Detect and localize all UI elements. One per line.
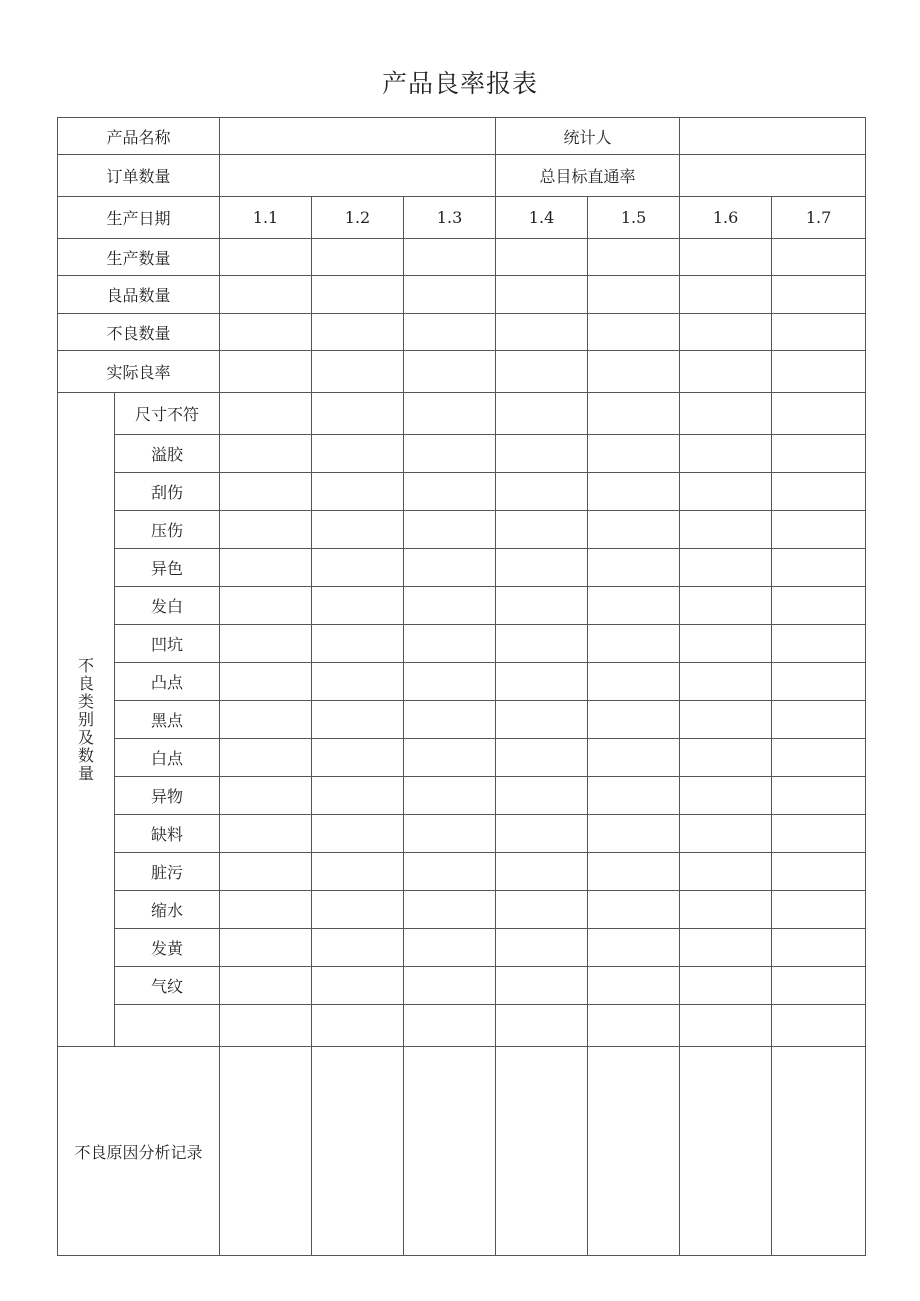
defect-count-cell[interactable] (404, 663, 496, 701)
analysis-note-cell[interactable] (496, 1047, 588, 1256)
defect-count-cell[interactable] (220, 587, 312, 625)
defect-count-cell[interactable] (680, 815, 772, 853)
defect-count-cell[interactable] (680, 967, 772, 1005)
metric-value-cell[interactable] (220, 276, 312, 314)
defect-count-cell[interactable] (588, 1005, 680, 1047)
metric-value-cell[interactable] (680, 351, 772, 393)
defect-row (58, 393, 866, 435)
defect-count-cell[interactable] (220, 929, 312, 967)
defect-count-cell[interactable] (588, 587, 680, 625)
metric-value-cell[interactable] (496, 239, 588, 276)
defect-count-cell[interactable] (772, 929, 866, 967)
defect-count-cell[interactable] (496, 663, 588, 701)
defect-count-cell[interactable] (312, 393, 404, 435)
defect-count-cell[interactable] (680, 853, 772, 891)
metric-value-cell[interactable] (220, 239, 312, 276)
defect-row (58, 739, 866, 777)
defect-count-cell[interactable] (680, 891, 772, 929)
defect-count-cell[interactable] (772, 967, 866, 1005)
date-cell: 1.4 (496, 197, 588, 239)
defect-count-cell[interactable] (680, 929, 772, 967)
page-title: 产品良率报表 (381, 69, 538, 98)
metric-label: 不良数量 (58, 314, 220, 351)
defect-count-cell[interactable] (312, 435, 404, 473)
defect-row (58, 587, 866, 625)
metric-value-cell[interactable] (680, 239, 772, 276)
defect-count-cell[interactable] (404, 967, 496, 1005)
statistician-field[interactable] (680, 118, 866, 155)
date-cell: 1.1 (220, 197, 312, 239)
defect-count-cell[interactable] (496, 967, 588, 1005)
defect-count-cell[interactable] (220, 625, 312, 663)
defect-count-cell[interactable] (772, 625, 866, 663)
metric-value-cell[interactable] (404, 351, 496, 393)
defect-row (58, 891, 866, 929)
defect-count-cell[interactable] (220, 701, 312, 739)
metric-value-cell[interactable] (496, 351, 588, 393)
defect-count-cell[interactable] (588, 663, 680, 701)
defect-count-cell[interactable] (312, 1005, 404, 1047)
defect-count-cell[interactable] (312, 891, 404, 929)
defect-count-cell[interactable] (588, 625, 680, 663)
defect-group-text: 不良类别及数量 (77, 655, 94, 783)
defect-count-cell[interactable] (496, 1005, 588, 1047)
defect-count-cell[interactable] (588, 549, 680, 587)
defect-count-cell[interactable] (680, 587, 772, 625)
defect-row (58, 967, 866, 1005)
defect-count-cell[interactable] (312, 853, 404, 891)
defect-type-label: 脏污 (115, 853, 220, 891)
defect-count-cell[interactable] (680, 511, 772, 549)
defect-count-cell[interactable] (680, 435, 772, 473)
defect-count-cell[interactable] (772, 549, 866, 587)
metric-value-cell[interactable] (312, 314, 404, 351)
target-rate-label: 总目标直通率 (496, 155, 680, 197)
defect-count-cell[interactable] (588, 891, 680, 929)
defect-type-label: 异色 (115, 549, 220, 587)
order-qty-row (58, 155, 866, 197)
defect-count-cell[interactable] (496, 473, 588, 511)
defect-type-label: 凸点 (115, 663, 220, 701)
defect-count-cell[interactable] (404, 393, 496, 435)
defect-count-cell[interactable] (680, 473, 772, 511)
defect-group-label (58, 393, 115, 1047)
defect-count-cell[interactable] (680, 1005, 772, 1047)
defect-count-cell[interactable] (680, 777, 772, 815)
defect-type-label: 刮伤 (115, 473, 220, 511)
defect-type-label: 白点 (115, 739, 220, 777)
defect-type-label (115, 1005, 220, 1047)
defect-count-cell[interactable] (312, 739, 404, 777)
defect-count-cell[interactable] (404, 587, 496, 625)
defect-count-cell[interactable] (772, 891, 866, 929)
metric-value-cell[interactable] (588, 351, 680, 393)
defect-count-cell[interactable] (588, 967, 680, 1005)
defect-count-cell[interactable] (588, 701, 680, 739)
defect-count-cell[interactable] (404, 625, 496, 663)
defect-count-cell[interactable] (496, 393, 588, 435)
defect-count-cell[interactable] (680, 739, 772, 777)
defect-count-cell[interactable] (772, 587, 866, 625)
defect-count-cell[interactable] (496, 777, 588, 815)
order-qty-label: 订单数量 (58, 155, 220, 197)
defect-count-cell[interactable] (404, 929, 496, 967)
defect-count-cell[interactable] (772, 701, 866, 739)
defect-count-cell[interactable] (588, 473, 680, 511)
target-rate-field[interactable] (680, 155, 866, 197)
metric-value-cell[interactable] (588, 276, 680, 314)
defect-count-cell[interactable] (220, 663, 312, 701)
defect-row (58, 549, 866, 587)
defect-count-cell[interactable] (312, 815, 404, 853)
defect-count-cell[interactable] (312, 473, 404, 511)
metric-value-cell[interactable] (220, 351, 312, 393)
defect-row (58, 435, 866, 473)
defect-type-label: 溢胶 (115, 435, 220, 473)
analysis-note-cell[interactable] (680, 1047, 772, 1256)
product-name-field[interactable] (220, 118, 496, 155)
defect-count-cell[interactable] (220, 511, 312, 549)
date-cell: 1.7 (772, 197, 866, 239)
defect-type-label: 压伤 (115, 511, 220, 549)
defect-count-cell[interactable] (772, 473, 866, 511)
product-name-row (58, 118, 866, 155)
defect-count-cell[interactable] (772, 435, 866, 473)
yield-report-table (57, 117, 866, 1256)
defect-count-cell[interactable] (220, 739, 312, 777)
defect-count-cell[interactable] (496, 511, 588, 549)
defect-count-cell[interactable] (404, 549, 496, 587)
production-date-label: 生产日期 (58, 197, 220, 239)
defect-count-cell[interactable] (404, 511, 496, 549)
defect-count-cell[interactable] (404, 739, 496, 777)
metric-value-cell[interactable] (404, 314, 496, 351)
defect-count-cell[interactable] (772, 853, 866, 891)
defect-count-cell[interactable] (312, 549, 404, 587)
defect-type-label: 缺料 (115, 815, 220, 853)
defect-count-cell[interactable] (404, 815, 496, 853)
defect-count-cell[interactable] (220, 891, 312, 929)
defect-count-cell[interactable] (312, 929, 404, 967)
defect-count-cell[interactable] (220, 1005, 312, 1047)
defect-count-cell[interactable] (312, 967, 404, 1005)
analysis-note-cell[interactable] (312, 1047, 404, 1256)
defect-count-cell[interactable] (588, 929, 680, 967)
defect-count-cell[interactable] (220, 473, 312, 511)
analysis-label: 不良原因分析记录 (58, 1047, 220, 1256)
defect-count-cell[interactable] (220, 393, 312, 435)
defect-count-cell[interactable] (772, 777, 866, 815)
metric-row (58, 276, 866, 314)
metric-value-cell[interactable] (588, 239, 680, 276)
metric-value-cell[interactable] (496, 276, 588, 314)
defect-count-cell[interactable] (220, 815, 312, 853)
date-cell: 1.6 (680, 197, 772, 239)
defect-count-cell[interactable] (312, 511, 404, 549)
defect-row (58, 511, 866, 549)
defect-type-label: 黑点 (115, 701, 220, 739)
defect-count-cell[interactable] (404, 777, 496, 815)
defect-count-cell[interactable] (404, 853, 496, 891)
defect-count-cell[interactable] (496, 701, 588, 739)
defect-count-cell[interactable] (772, 511, 866, 549)
defect-count-cell[interactable] (404, 891, 496, 929)
defect-count-cell[interactable] (588, 815, 680, 853)
defect-row (58, 473, 866, 511)
defect-row (58, 701, 866, 739)
metric-row (58, 351, 866, 393)
defect-count-cell[interactable] (588, 393, 680, 435)
defect-count-cell[interactable] (680, 701, 772, 739)
defect-count-cell[interactable] (220, 435, 312, 473)
defect-row (58, 929, 866, 967)
metric-value-cell[interactable] (220, 314, 312, 351)
defect-count-cell[interactable] (496, 435, 588, 473)
defect-row (58, 625, 866, 663)
defect-count-cell[interactable] (220, 853, 312, 891)
defect-type-label: 气纹 (115, 967, 220, 1005)
metric-label: 实际良率 (58, 351, 220, 393)
defect-count-cell[interactable] (772, 393, 866, 435)
defect-count-cell[interactable] (220, 549, 312, 587)
metric-value-cell[interactable] (680, 276, 772, 314)
defect-count-cell[interactable] (772, 815, 866, 853)
defect-count-cell[interactable] (496, 739, 588, 777)
defect-type-label: 发白 (115, 587, 220, 625)
metric-value-cell[interactable] (680, 314, 772, 351)
defect-count-cell[interactable] (772, 663, 866, 701)
date-cell: 1.5 (588, 197, 680, 239)
defect-type-label: 异物 (115, 777, 220, 815)
metric-value-cell[interactable] (772, 351, 866, 393)
defect-count-cell[interactable] (588, 777, 680, 815)
date-cell: 1.2 (312, 197, 404, 239)
metric-value-cell[interactable] (772, 239, 866, 276)
defect-row (58, 815, 866, 853)
defect-count-cell[interactable] (772, 739, 866, 777)
metric-value-cell[interactable] (312, 276, 404, 314)
defect-count-cell[interactable] (404, 701, 496, 739)
defect-count-cell[interactable] (588, 511, 680, 549)
defect-row (58, 1005, 866, 1047)
metric-label: 良品数量 (58, 276, 220, 314)
defect-count-cell[interactable] (680, 549, 772, 587)
defect-type-label: 发黄 (115, 929, 220, 967)
production-date-row (58, 197, 866, 239)
defect-count-cell[interactable] (496, 625, 588, 663)
defect-count-cell[interactable] (680, 393, 772, 435)
defect-type-label: 尺寸不符 (115, 393, 220, 435)
metric-value-cell[interactable] (496, 314, 588, 351)
defect-count-cell[interactable] (772, 1005, 866, 1047)
metric-label: 生产数量 (58, 239, 220, 276)
defect-count-cell[interactable] (312, 587, 404, 625)
defect-count-cell[interactable] (312, 625, 404, 663)
defect-count-cell[interactable] (588, 853, 680, 891)
metric-row (58, 239, 866, 276)
analysis-note-cell[interactable] (772, 1047, 866, 1256)
defect-count-cell[interactable] (220, 777, 312, 815)
defect-count-cell[interactable] (588, 435, 680, 473)
defect-count-cell[interactable] (496, 929, 588, 967)
statistician-label: 统计人 (496, 118, 680, 155)
metric-value-cell[interactable] (588, 314, 680, 351)
metric-value-cell[interactable] (404, 276, 496, 314)
metric-value-cell[interactable] (404, 239, 496, 276)
date-cell: 1.3 (404, 197, 496, 239)
defect-count-cell[interactable] (496, 815, 588, 853)
analysis-note-cell[interactable] (588, 1047, 680, 1256)
defect-row (58, 777, 866, 815)
metric-value-cell[interactable] (312, 239, 404, 276)
defect-count-cell[interactable] (496, 549, 588, 587)
metric-value-cell[interactable] (312, 351, 404, 393)
defect-count-cell[interactable] (404, 473, 496, 511)
metric-row (58, 314, 866, 351)
defect-count-cell[interactable] (220, 967, 312, 1005)
metric-value-cell[interactable] (772, 276, 866, 314)
defect-row (58, 853, 866, 891)
defect-count-cell[interactable] (312, 777, 404, 815)
defect-row (58, 663, 866, 701)
order-qty-field[interactable] (220, 155, 496, 197)
defect-count-cell[interactable] (680, 625, 772, 663)
defect-type-label: 凹坑 (115, 625, 220, 663)
analysis-note-cell[interactable] (220, 1047, 312, 1256)
defect-count-cell[interactable] (312, 701, 404, 739)
defect-type-label: 缩水 (115, 891, 220, 929)
defect-count-cell[interactable] (312, 663, 404, 701)
defect-count-cell[interactable] (496, 587, 588, 625)
defect-count-cell[interactable] (404, 435, 496, 473)
product-name-label: 产品名称 (58, 118, 220, 155)
defect-count-cell[interactable] (496, 853, 588, 891)
metric-value-cell[interactable] (772, 314, 866, 351)
defect-count-cell[interactable] (680, 663, 772, 701)
defect-count-cell[interactable] (496, 891, 588, 929)
analysis-row (58, 1047, 866, 1256)
defect-count-cell[interactable] (404, 1005, 496, 1047)
defect-count-cell[interactable] (588, 739, 680, 777)
analysis-note-cell[interactable] (404, 1047, 496, 1256)
